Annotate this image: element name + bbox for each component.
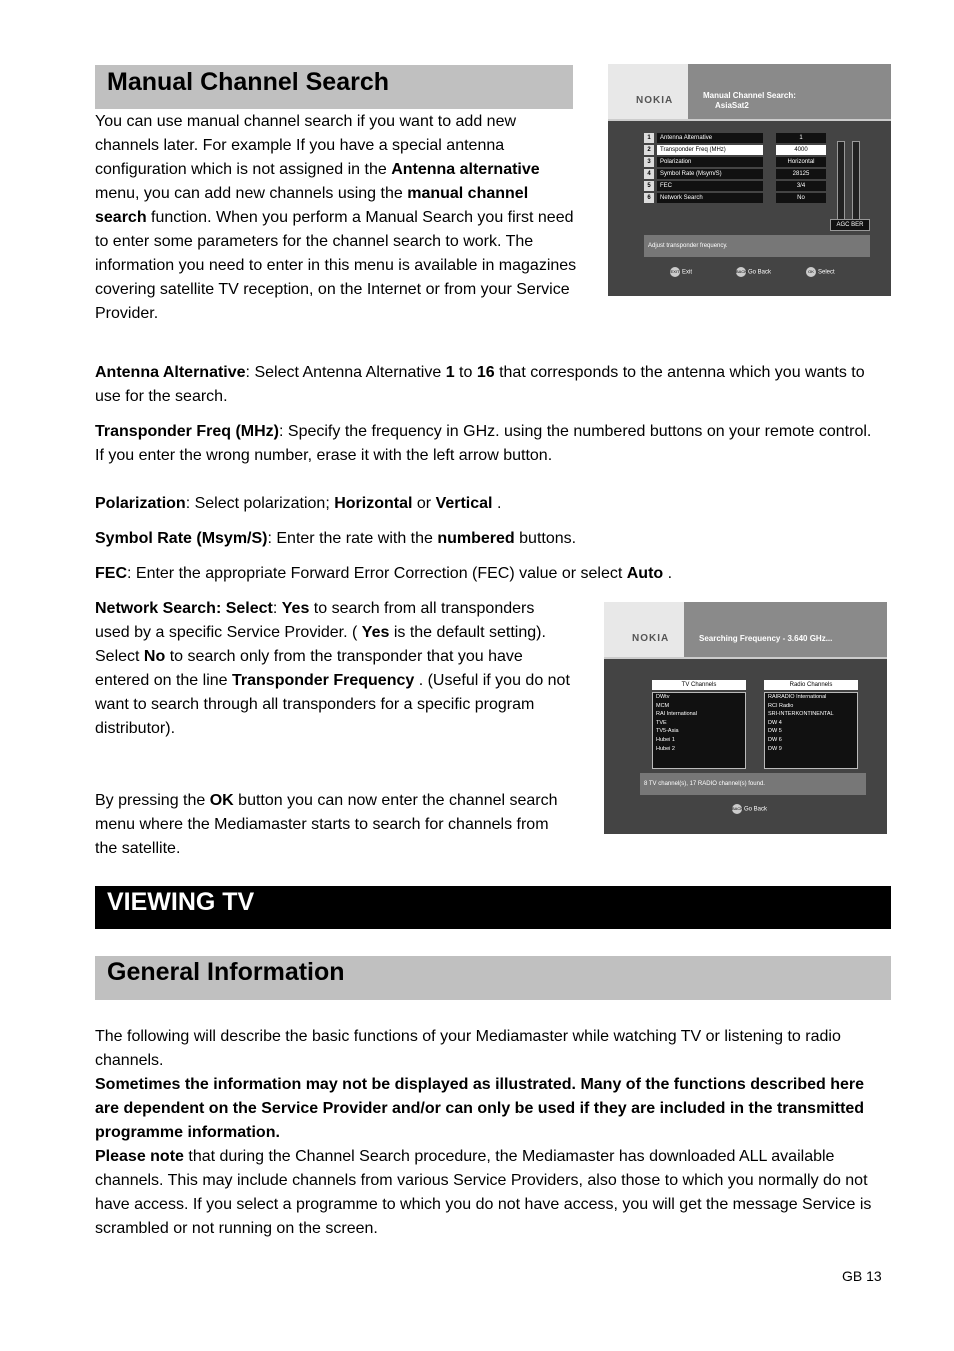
general-info-p1: The following will describe the basic functions of your Mediamaster while watching TV or listening to radio channels.	[95, 1028, 841, 1069]
list-item: DW 4	[768, 719, 782, 726]
general-info-text	[95, 1025, 885, 1241]
param-symbol-rate: Symbol Rate (Msym/S): Enter the rate with the numbered buttons.	[95, 530, 577, 547]
list-item: TVE	[656, 719, 667, 726]
radio-channel-list	[764, 692, 858, 769]
ber-bar	[852, 141, 860, 221]
param-transponder-freq: Transponder Freq (MHz): Specify the frequency in GHz. using the numbered buttons on your remote control. If you enter the wrong number, erase it with the left arrow button.	[95, 423, 872, 464]
section-title: General Information	[107, 958, 345, 986]
section-header-viewing-tv	[95, 886, 891, 929]
general-info-p2: Sometimes the information may not be displayed as illustrated. Many of the functions described here are dependent on the Service Provider and/or can only be used if they are included in the transmitted programme information.	[95, 1076, 865, 1141]
nokia-logo: NOKIA	[632, 633, 670, 644]
general-info-p3: Please note that during the Channel Search procedure, the Mediamaster has downloaded ALL available channels. This may include channels from various Service Providers, also those to which you normally do not have access. If you select a programme to which you do not have access, you will get the message Service is scrambled or not running on the screen.	[95, 1148, 872, 1237]
page-number: GB 13	[842, 1268, 882, 1284]
back-button-hint: BACKGo Back	[736, 269, 772, 276]
searching-screenshot	[604, 602, 887, 834]
list-item: Hubei 2	[656, 745, 675, 752]
list-item: DW 6	[768, 736, 782, 743]
list-item: TV5-Asia	[656, 728, 679, 735]
screen-title: Manual Channel Search: AsiaSat2	[703, 91, 796, 110]
section-title: VIEWING TV	[107, 888, 255, 916]
nokia-logo: NOKIA	[636, 95, 674, 106]
status-bar: 8 TV channel(s), 17 RADIO channel(s) found.	[640, 773, 866, 795]
ok-button-hint: OK Select	[806, 267, 835, 278]
param-polarization: Polarization: Select polarization; Horizontal or Vertical .	[95, 495, 502, 512]
section-header-manual-channel-search	[95, 65, 573, 109]
screen-title: Searching Frequency - 3.640 GHz...	[699, 634, 833, 643]
agc-bar	[837, 141, 845, 221]
list-item: RCI Radio	[768, 702, 794, 709]
exit-button-hint: EXIT Exit	[670, 269, 693, 276]
param-antenna-alternative: Antenna Alternative: Select Antenna Alternative 1 to 16 that corresponds to the antenna which you wants to use for the search.	[95, 364, 865, 405]
list-item: DW 5	[768, 728, 782, 735]
list-item: RAIRADIO International	[768, 694, 827, 700]
param-network-search: Network Search: Select: Yes to search from all transponders used by a specific Service Provider. ( Yes is the default setting). Select No to search only from the transponder that you have entered on the line Transponder Frequency . (Useful if you do not want to search through all transponders for a specific program distributor).	[95, 600, 570, 737]
param-fec: FEC: Enter the appropriate Forward Error Correction (FEC) value or select Auto .	[95, 565, 673, 582]
section-header-general-information	[95, 956, 891, 1000]
section-title: Manual Channel Search	[107, 68, 390, 96]
back-button-hint: BACKGo Back	[732, 806, 768, 813]
list-item: DWtv	[656, 694, 670, 700]
list-item: MCM	[656, 702, 670, 709]
hint-bar: Adjust transponder frequency.	[644, 235, 870, 257]
list-item: DW 9	[768, 745, 782, 752]
tv-channels-header: TV Channels	[652, 680, 746, 690]
manual-search-screenshot: NOKIA Manual Channel Search: AsiaSat2 1 Antenna Alternative 1 2 Transponder Freq (MHz) 4000 3 Polarization Horizontal 4 Symbol Rate (Msym/S) 28125 5 FEC 3/4 6 Network Search No AGC BER Adjust transponder frequency. EXIT Exit BACKGo Back OK Select	[608, 64, 891, 296]
list-item: SRI-INTERKONTINENTAL	[768, 711, 834, 718]
tv-channel-list	[652, 692, 746, 769]
radio-channels-header: Radio Channels	[764, 680, 858, 690]
list-item: Hubei 1	[656, 736, 675, 743]
intro-paragraph: You can use manual channel search if you want to add new channels later. For example If you have a special antenna configuration which is not assigned in the Antenna alternative menu, you can add new channels using the manual channel search function. When you perform a Manual Search you first need to enter some parameters for the channel search to work. The information you need to enter in this menu is available in magazines covering satellite TV reception, on the Internet or from your Service Provider.	[95, 113, 577, 322]
ok-paragraph: By pressing the OK button you can now enter the channel search menu where the Mediamaster starts to search for channels from the satellite.	[95, 792, 558, 857]
agc-ber-label: AGC BER	[830, 219, 870, 231]
list-item: RAI International	[656, 711, 697, 718]
